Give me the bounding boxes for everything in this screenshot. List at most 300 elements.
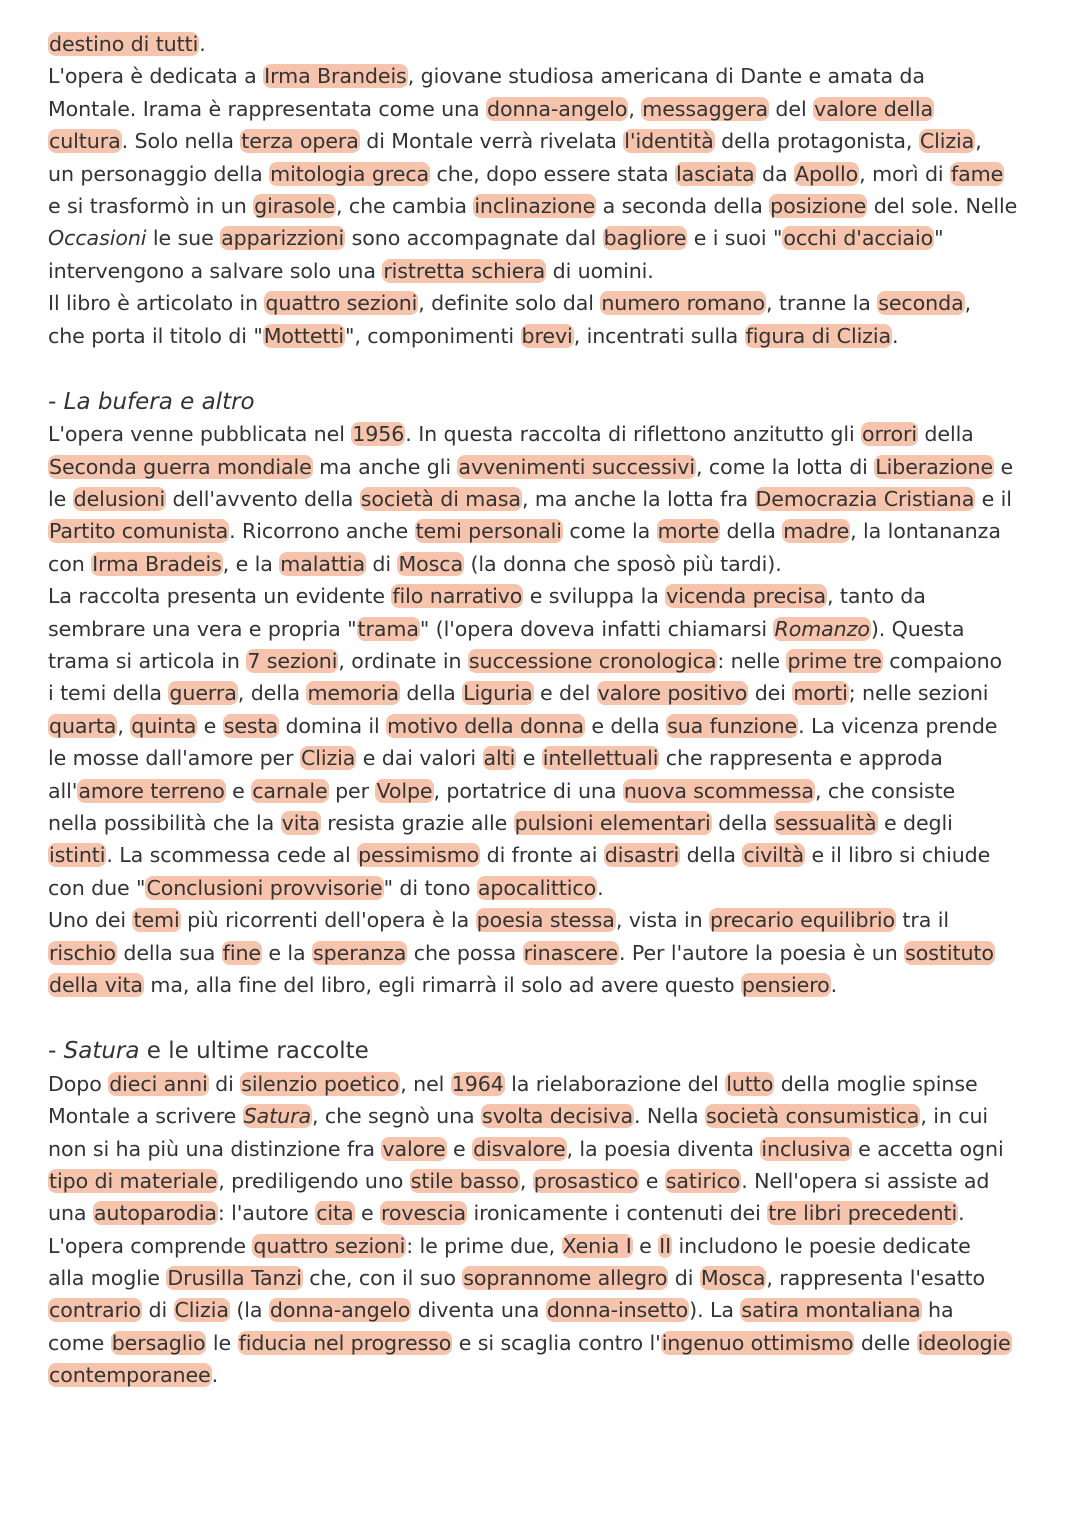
- text-run: le mosse dall'amore per: [48, 746, 300, 771]
- highlighted-term: sessualità: [774, 810, 877, 835]
- highlighted-term: Democrazia Cristiana: [755, 487, 975, 512]
- text-run: che rappresenta e approda: [659, 746, 943, 771]
- text-run: e: [516, 746, 542, 771]
- text-run: ma, alla fine del libro, egli rimarrà il solo ad avere questo: [143, 972, 741, 997]
- text-line: [48, 1359, 1030, 1391]
- text-run: , e la: [222, 551, 280, 576]
- highlighted-term: Apollo: [794, 161, 859, 186]
- highlighted-term: amore terreno: [78, 778, 225, 803]
- text-line: [48, 742, 1030, 774]
- highlighted-term: valore: [382, 1136, 446, 1161]
- highlighted-term: cultura: [49, 129, 121, 154]
- highlighted-term: fine: [222, 940, 261, 965]
- highlighted-term: brevi: [521, 323, 573, 348]
- highlighted-term: prime tre: [787, 649, 882, 674]
- text-line: [48, 1133, 1030, 1165]
- highlighted-term: quarta: [49, 713, 117, 738]
- section-gap: [48, 1001, 1030, 1035]
- highlighted-term: messaggera: [642, 96, 768, 121]
- highlighted-term: delusioni: [73, 487, 166, 512]
- text-run: Uno dei: [48, 908, 133, 933]
- text-run: della moglie spinse: [774, 1071, 978, 1096]
- text-run: , tanto da: [827, 584, 926, 609]
- text-run: tra il: [895, 908, 949, 933]
- highlighted-term: Xenia I: [562, 1233, 632, 1258]
- text-run: ma anche gli: [312, 454, 458, 479]
- highlighted-term: bersaglio: [111, 1330, 206, 1355]
- highlighted-term: Volpe: [376, 778, 433, 803]
- text-run: . Nell'opera si assiste ad: [741, 1168, 990, 1193]
- text-run: le sue: [146, 226, 221, 251]
- text-run: , come la lotta di: [695, 454, 875, 479]
- text-run: " (l'opera doveva infatti chiamarsi: [419, 616, 774, 641]
- highlighted-term: ristretta schiera: [383, 258, 546, 283]
- text-run: -: [48, 388, 64, 415]
- text-run: che possa: [407, 940, 523, 965]
- text-line: [48, 320, 1030, 352]
- text-run: La raccolta presenta un evidente: [48, 584, 392, 609]
- section-heading-bufera: [48, 386, 1030, 418]
- text-run: intervengono a salvare solo una: [48, 258, 383, 283]
- highlighted-term: apocalittico: [477, 875, 597, 900]
- text-run: ", componimenti: [344, 323, 521, 348]
- highlighted-term: morte: [657, 519, 720, 544]
- highlighted-term: silenzio poetico: [241, 1071, 400, 1096]
- text-run: a seconda della: [596, 193, 770, 218]
- text-run: con: [48, 551, 92, 576]
- text-run: . La scommessa cede al: [106, 843, 358, 868]
- text-run: e della: [584, 713, 667, 738]
- highlighted-term: carnale: [252, 778, 328, 803]
- highlighted-term: prosastico: [533, 1168, 639, 1193]
- text-run: , incentrati sulla: [573, 323, 745, 348]
- text-run: la rielaborazione del: [504, 1071, 726, 1096]
- text-run: ; nelle sezioni: [848, 681, 989, 706]
- text-run: una: [48, 1201, 93, 1226]
- text-line: [48, 255, 1030, 287]
- highlighted-term: memoria: [307, 681, 399, 706]
- highlighted-term: rinascere: [523, 940, 618, 965]
- text-run: e degli: [877, 810, 953, 835]
- highlighted-term: Clizia: [919, 129, 975, 154]
- section-satura: [48, 1035, 1030, 1391]
- text-run: e si trasformò in un: [48, 193, 254, 218]
- highlighted-term: inclusiva: [761, 1136, 851, 1161]
- text-run: .: [958, 1201, 965, 1226]
- text-run: dei: [748, 681, 793, 706]
- highlighted-term: successione cronologica: [468, 649, 717, 674]
- text-run: : l'autore: [217, 1201, 316, 1226]
- text-run: ,: [117, 713, 131, 738]
- highlighted-term: lasciata: [675, 161, 755, 186]
- text-run: includono le poesie dedicate: [672, 1233, 971, 1258]
- highlighted-term: pulsioni elementari: [514, 810, 711, 835]
- highlighted-term: madre: [783, 519, 850, 544]
- text-run: , in cui: [920, 1104, 989, 1129]
- text-run: . La vicenza prende: [798, 713, 998, 738]
- highlighted-term: Liguria: [463, 681, 533, 706]
- text-run: della protagonista,: [714, 129, 919, 154]
- highlighted-term: Seconda guerra mondiale: [49, 454, 312, 479]
- section-bufera: [48, 386, 1030, 1001]
- text-line: [48, 158, 1030, 190]
- text-run: come la: [562, 519, 657, 544]
- text-run: dell'avvento della: [166, 487, 360, 512]
- text-run: di uomini.: [546, 258, 654, 283]
- text-run: di Montale verrà rivelata: [359, 129, 624, 154]
- text-line: [48, 1068, 1030, 1100]
- text-run: ,: [964, 291, 972, 316]
- highlighted-term: contrario: [49, 1298, 142, 1323]
- text-run: Montale. Irama è rappresentata come una: [48, 96, 486, 121]
- highlighted-term: donna-insetto: [546, 1298, 689, 1323]
- text-line: [48, 872, 1030, 904]
- text-line: [48, 418, 1030, 450]
- highlighted-term: 1964: [451, 1071, 504, 1096]
- highlighted-term: posizione: [770, 193, 867, 218]
- text-line: [48, 60, 1030, 92]
- text-run: domina il: [279, 713, 387, 738]
- text-line: [48, 548, 1030, 580]
- highlighted-term: lutto: [726, 1071, 774, 1096]
- text-run: . Ricorrono anche: [229, 519, 415, 544]
- highlighted-term: disvalore: [473, 1136, 566, 1161]
- highlighted-term: Irma Bradeis: [92, 551, 222, 576]
- text-run: e si scaglia contro l': [452, 1330, 661, 1355]
- text-run: e accetta ogni: [851, 1136, 1004, 1161]
- text-run: , della: [237, 681, 307, 706]
- highlighted-term: valore positivo: [597, 681, 748, 706]
- highlighted-term: quinta: [131, 713, 197, 738]
- highlighted-term: pessimismo: [358, 843, 480, 868]
- text-run: , definite solo dal: [418, 291, 601, 316]
- text-run: L'opera venne pubblicata nel: [48, 422, 352, 447]
- text-line: [48, 677, 1030, 709]
- highlighted-term: apparizzioni: [221, 226, 345, 251]
- text-run: ,: [628, 96, 642, 121]
- highlighted-term: precario equilibrio: [710, 908, 895, 933]
- text-line: [48, 904, 1030, 936]
- text-run: compaiono: [882, 649, 1003, 674]
- text-run: del sole. Nelle: [867, 193, 1018, 218]
- highlighted-term: società di masa: [360, 487, 521, 512]
- text-run: alla moglie: [48, 1266, 167, 1291]
- text-run: da: [755, 161, 794, 186]
- text-run: Il libro è articolato in: [48, 291, 265, 316]
- highlighted-term: inclinazione: [474, 193, 596, 218]
- highlighted-term: 1956: [352, 422, 405, 447]
- text-line: [48, 93, 1030, 125]
- text-run: della: [720, 519, 783, 544]
- text-run: le: [206, 1330, 238, 1355]
- highlighted-term: Liberazione: [875, 454, 994, 479]
- text-run: per: [328, 778, 376, 803]
- highlighted-term: morti: [793, 681, 848, 706]
- text-line: [48, 807, 1030, 839]
- highlighted-term: fiducia nel progresso: [238, 1330, 452, 1355]
- text-run: e: [354, 1201, 380, 1226]
- text-run: un personaggio della: [48, 161, 270, 186]
- text-run: nella possibilità che la: [48, 810, 281, 835]
- text-run: delle: [854, 1330, 917, 1355]
- text-run: e: [446, 1136, 473, 1161]
- text-run: della sua: [116, 940, 222, 965]
- text-line: [48, 287, 1030, 319]
- paragraph-lines: [48, 1068, 1030, 1392]
- text-run: ,: [519, 1168, 533, 1193]
- highlighted-term: cita: [316, 1201, 354, 1226]
- text-run: .: [199, 32, 206, 56]
- text-run: -: [48, 1038, 64, 1065]
- text-run: L'opera è dedicata a: [48, 64, 264, 89]
- highlighted-term: svolta decisiva: [482, 1104, 634, 1129]
- text-run: e sviluppa la: [523, 584, 666, 609]
- italic-title: Satura: [63, 1038, 140, 1065]
- text-run: , la poesia diventa: [566, 1136, 761, 1161]
- highlighted-term: speranza: [313, 940, 407, 965]
- highlighted-term: temi personali: [415, 519, 562, 544]
- text-run: , nel: [400, 1071, 451, 1096]
- highlighted-term: quattro sezioni: [253, 1233, 406, 1258]
- text-run: le: [48, 487, 73, 512]
- text-run: , prediligendo uno: [218, 1168, 410, 1193]
- text-run: ironicamente i contenuti dei: [467, 1201, 768, 1226]
- text-run: i temi della: [48, 681, 169, 706]
- highlighted-term: Conclusioni provvisorie: [146, 875, 383, 900]
- text-run: Dopo: [48, 1071, 109, 1096]
- highlighted-term: figura di Clizia: [745, 323, 892, 348]
- text-line: [48, 190, 1030, 222]
- text-run: , la lontananza: [850, 519, 1001, 544]
- text-run: di: [142, 1298, 174, 1323]
- text-run: . Per l'autore la poesia è un: [619, 940, 905, 965]
- highlighted-term: girasole: [254, 193, 335, 218]
- text-run: e del: [533, 681, 597, 706]
- text-run: che porta il titolo di ": [48, 323, 263, 348]
- highlighted-term: della vita: [49, 972, 143, 997]
- text-run: che, dopo essere stata: [430, 161, 675, 186]
- text-line: [48, 483, 1030, 515]
- highlighted-term: fame: [951, 161, 1004, 186]
- text-run: .: [892, 323, 899, 348]
- text-run: : nelle: [717, 649, 787, 674]
- text-run: diventa una: [411, 1298, 546, 1323]
- highlighted-term: filo narrativo: [392, 584, 523, 609]
- highlighted-term: malattia: [280, 551, 365, 576]
- text-line: [48, 1165, 1030, 1197]
- highlighted-term: contemporanee: [49, 1363, 211, 1388]
- section-gap: [48, 352, 1030, 386]
- text-run: ). La: [689, 1298, 741, 1323]
- highlighted-term: satirico: [665, 1168, 741, 1193]
- highlighted-term: stile basso: [410, 1168, 519, 1193]
- text-line: [48, 969, 1030, 1001]
- text-line: [48, 645, 1030, 677]
- text-run: di: [208, 1071, 241, 1096]
- text-run: (la donna che sposò più tardi).: [464, 551, 782, 576]
- text-run: . Nella: [634, 1104, 706, 1129]
- text-run: di: [365, 551, 398, 576]
- text-line: [48, 613, 1030, 645]
- highlighted-term: ideologie: [917, 1330, 1011, 1355]
- text-run: " di tono: [383, 875, 477, 900]
- highlighted-term: valore della: [814, 96, 934, 121]
- text-run: Montale a scrivere: [48, 1104, 243, 1129]
- highlighted-term: bagliore: [603, 226, 687, 251]
- text-run: : le prime due,: [406, 1233, 562, 1258]
- highlighted-term: Drusilla Tanzi: [167, 1266, 302, 1291]
- highlighted-term: ingenuo ottimismo: [661, 1330, 854, 1355]
- paragraph-lines: [48, 28, 1030, 352]
- text-run: con due ": [48, 875, 146, 900]
- highlighted-term: tre libri precedenti: [768, 1201, 958, 1226]
- text-line: [48, 1262, 1030, 1294]
- highlighted-term: Mosca: [398, 551, 464, 576]
- text-line: [48, 710, 1030, 742]
- text-run: L'opera comprende: [48, 1233, 253, 1258]
- text-run: e dai valori: [356, 746, 483, 771]
- text-run: , tranne la: [765, 291, 878, 316]
- text-run: , ordinate in: [338, 649, 468, 674]
- highlighted-term: donna-angelo: [269, 1298, 411, 1323]
- text-run: non si ha più una distinzione fra: [48, 1136, 382, 1161]
- highlighted-term: motivo della donna: [387, 713, 584, 738]
- text-run: .: [211, 1363, 219, 1388]
- highlighted-term: società consumistica: [706, 1104, 920, 1129]
- text-line: [48, 775, 1030, 807]
- highlighted-term: II: [659, 1233, 672, 1258]
- text-run: ). Questa: [870, 616, 965, 641]
- text-run: e il: [975, 487, 1012, 512]
- text-line: [48, 222, 1030, 254]
- text-run: sono accompagnate dal: [345, 226, 603, 251]
- highlighted-term: sostituto: [905, 940, 994, 965]
- text-run: della: [399, 681, 463, 706]
- text-run: più ricorrenti dell'opera è la: [180, 908, 476, 933]
- text-run: . Solo nella: [121, 129, 241, 154]
- text-run: e il libro si chiude: [805, 843, 991, 868]
- text-run: della: [917, 422, 974, 447]
- text-run: , morì di: [859, 161, 950, 186]
- text-run: ha: [921, 1298, 954, 1323]
- text-run: e i suoi ": [687, 226, 783, 251]
- text-run: e: [225, 778, 252, 803]
- text-run: , giovane studiosa americana di Dante e amata da: [407, 64, 925, 89]
- text-run: all': [48, 778, 78, 803]
- highlighted-term: pensiero: [741, 972, 830, 997]
- highlighted-term: Irma Brandeis: [264, 64, 407, 89]
- italic-title: Occasioni: [48, 226, 147, 251]
- section-heading-satura: [48, 1035, 1030, 1067]
- highlighted-term: 7 sezioni: [247, 649, 338, 674]
- highlighted-term: Clizia: [174, 1298, 229, 1323]
- text-line: [48, 1100, 1030, 1132]
- text-line: [48, 1327, 1030, 1359]
- highlighted-term: dieci anni: [109, 1071, 208, 1096]
- text-run: della: [680, 843, 743, 868]
- text-run: di fronte ai: [480, 843, 604, 868]
- text-run: che, con il suo: [302, 1266, 463, 1291]
- paragraph-lines: [48, 418, 1030, 1001]
- text-run: e la: [261, 940, 313, 965]
- text-run: e: [639, 1168, 665, 1193]
- text-run: (la: [229, 1298, 269, 1323]
- text-run: , portatrice di una: [433, 778, 623, 803]
- highlighted-term: satira montaliana: [741, 1298, 921, 1323]
- highlighted-term: rischio: [49, 940, 116, 965]
- highlighted-term: intellettuali: [542, 746, 659, 771]
- text-run: della: [711, 810, 774, 835]
- highlighted-term: nuova scommessa: [623, 778, 814, 803]
- text-run: del: [768, 96, 814, 121]
- highlighted-term: Mottetti: [263, 323, 344, 348]
- highlighted-term: mitologia greca: [270, 161, 430, 186]
- text-run: , che consiste: [814, 778, 956, 803]
- text-run: , ma anche la lotta fra: [521, 487, 755, 512]
- highlighted-term: seconda: [878, 291, 964, 316]
- highlighted-term: Romanzo: [774, 616, 870, 641]
- text-run: sembrare una vera e propria ": [48, 616, 357, 641]
- text-run: , vista in: [615, 908, 710, 933]
- text-line: [48, 1197, 1030, 1229]
- highlighted-term: trama: [357, 616, 419, 641]
- text-line: [48, 937, 1030, 969]
- text-run: e: [632, 1233, 659, 1258]
- italic-title: La bufera e altro: [63, 388, 255, 415]
- highlighted-term: Satura: [243, 1104, 311, 1129]
- highlighted-term: vita: [281, 810, 320, 835]
- highlighted-term: Partito comunista: [49, 519, 229, 544]
- highlighted-term: l'identità: [624, 129, 714, 154]
- highlighted-term: avvenimenti successivi: [458, 454, 695, 479]
- highlighted-term: quattro sezioni: [265, 291, 418, 316]
- text-line: [48, 515, 1030, 547]
- text-run: . In questa raccolta di riflettono anzitutto gli: [405, 422, 862, 447]
- text-run: trama si articola in: [48, 649, 247, 674]
- text-run: di: [668, 1266, 700, 1291]
- highlighted-term: tipo di materiale: [49, 1168, 218, 1193]
- text-run: , che cambia: [335, 193, 474, 218]
- highlighted-term: destino di tutti: [49, 32, 199, 56]
- highlighted-term: disastri: [604, 843, 680, 868]
- text-line: [48, 1230, 1030, 1262]
- text-run: resista grazie alle: [320, 810, 514, 835]
- highlighted-term: temi: [133, 908, 180, 933]
- highlighted-term: donna-angelo: [486, 96, 628, 121]
- highlighted-term: numero romano: [601, 291, 765, 316]
- highlighted-term: terza opera: [241, 129, 359, 154]
- text-line: [48, 839, 1030, 871]
- text-line: [48, 125, 1030, 157]
- text-line: [48, 28, 1030, 60]
- highlighted-term: occhi d'acciaio: [783, 226, 934, 251]
- text-line: [48, 580, 1030, 612]
- text-run: e: [994, 454, 1014, 479]
- highlighted-term: Clizia: [300, 746, 356, 771]
- highlighted-term: autoparodia: [93, 1201, 217, 1226]
- text-run: come: [48, 1330, 111, 1355]
- text-run: e le ultime raccolte: [139, 1038, 369, 1065]
- text-run: .: [830, 972, 838, 997]
- text-run: , che segnò una: [311, 1104, 481, 1129]
- highlighted-term: alti: [483, 746, 516, 771]
- text-run: ": [934, 226, 944, 251]
- highlighted-term: poesia stessa: [476, 908, 615, 933]
- text-run: e: [197, 713, 223, 738]
- highlighted-term: Mosca: [700, 1266, 766, 1291]
- text-line: [48, 1294, 1030, 1326]
- highlighted-term: soprannome allegro: [463, 1266, 668, 1291]
